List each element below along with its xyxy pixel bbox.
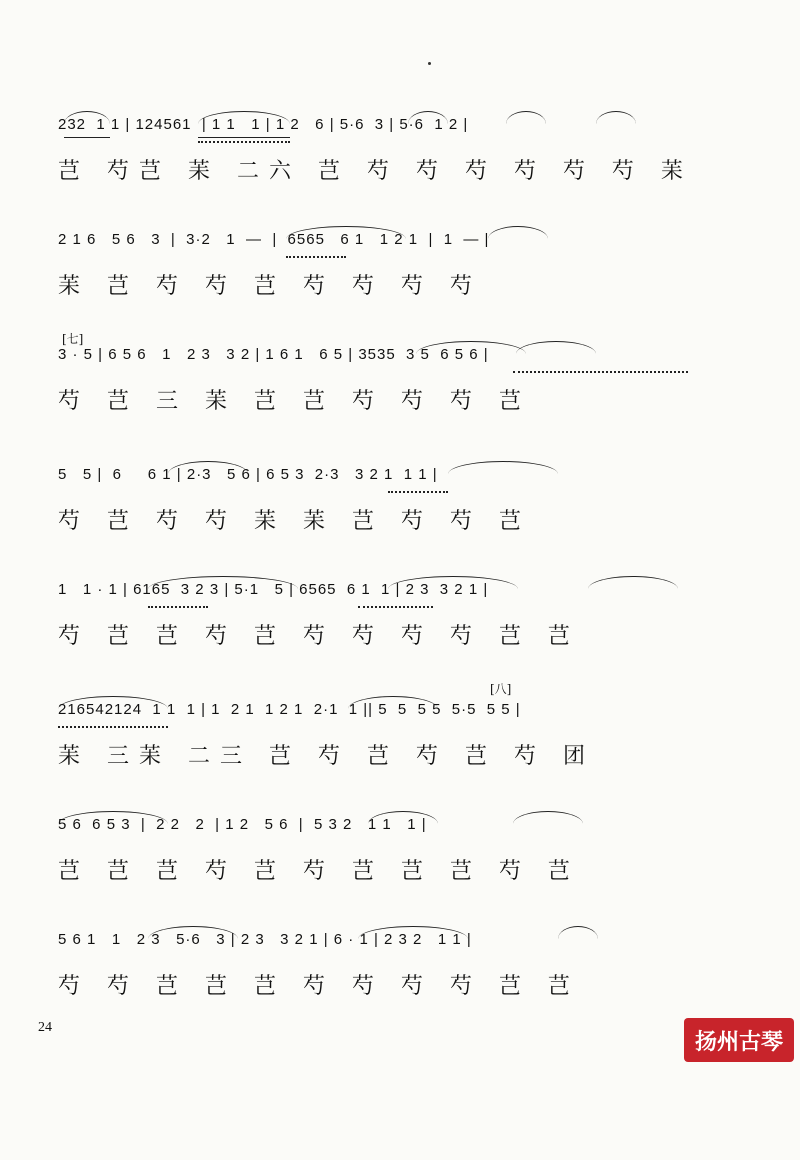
score-system-8 (58, 920, 708, 1020)
slur-mark (506, 111, 546, 124)
section-marker-eight: [八] (490, 682, 512, 696)
numbered-notation-line (58, 335, 708, 375)
slur-mark (558, 926, 598, 939)
numbered-notation-text: 2 1 6 5 6 3 | 3·2 1 — | 6565 6 1 1 2 1 | 1 — | (58, 231, 490, 248)
score-system-3 (58, 335, 708, 435)
numbered-notation-text: 232 1 1 | 124561 | 1 1 1 | 1 2 6 | 5·6 3 | 5·6 1 2 | (58, 116, 469, 133)
slur-mark (516, 341, 596, 354)
jianzipu-line: 芍 芍 芑 芑 芑 芍 芍 芍 芍 芑 芑 (58, 974, 580, 999)
slur-mark (588, 576, 678, 589)
watermark-logo: 扬州古琴 (684, 1018, 794, 1062)
slur-mark (448, 461, 558, 474)
jianzipu-line: 芍 芑 芍 芍 苿 苿 芑 芍 芍 芑 (58, 509, 531, 534)
slur-mark (513, 811, 583, 824)
numbered-notation-text: 5 5 | 6 6 1 | 2·3 5 6 | 6 5 3 2·3 3 2 1 1 1 | (58, 466, 438, 483)
numbered-notation-text: 3 · 5 | 6 5 6 1 2 3 3 2 | 1 6 1 6 5 | 3535 3 5 6 5 6 | (58, 346, 489, 363)
numbered-notation-line (58, 570, 708, 610)
numbered-notation-line (58, 105, 708, 145)
numbered-notation-line (58, 455, 708, 495)
score-system-5 (58, 570, 708, 670)
score-system-7 (58, 805, 708, 905)
ink-speck (428, 62, 431, 65)
score-system-1 (58, 105, 708, 205)
jianzipu-line: 芍 芑 三 苿 芑 芑 芍 芍 芍 芑 (58, 389, 531, 414)
numbered-notation-text: 5 6 1 1 2 3 5·6 3 | 2 3 3 2 1 | 6 · 1 | 2 3 2 1 1 | (58, 931, 472, 948)
numbered-notation-line (58, 690, 708, 730)
numbered-notation-line (58, 805, 708, 845)
numbered-notation-text: 216542124 1 1 1 | 1 2 1 1 2 1 2·1 1 || 5 5 5 5 5·5 5 5 | (58, 701, 521, 718)
score-system-6 (58, 690, 708, 790)
slur-mark (488, 226, 548, 239)
slur-mark (596, 111, 636, 124)
jianzipu-line: 芍 芑 芑 芍 芑 芍 芍 芍 芍 芑 芑 (58, 624, 580, 649)
numbered-notation-text: 1 1 · 1 | 6165 3 2 3 | 5·1 5 | 6565 6 1 1 | 2 3 3 2 1 | (58, 581, 489, 598)
jianzipu-line: 苿 芑 芍 芍 芑 芍 芍 芍 芍 (58, 274, 482, 299)
section-marker-seven: [七] (62, 332, 84, 346)
jianzipu-line: 芑 芍芑 苿 二六 芑 芍 芍 芍 芍 芍 芍 苿 (58, 159, 693, 184)
score-system-2 (58, 220, 708, 320)
score-system-4 (58, 455, 708, 555)
octave-dots (513, 371, 688, 377)
page-number: 24 (38, 1020, 52, 1035)
jianzipu-line: 苿 三苿 二三 芑 芍 芑 芍 芑 芍 团 (58, 744, 595, 769)
numbered-notation-line (58, 920, 708, 960)
numbered-notation-line (58, 220, 708, 260)
jianzipu-line: 芑 芑 芑 芍 芑 芍 芑 芑 芑 芍 芑 (58, 859, 580, 884)
numbered-notation-text: 5 6 6 5 3 | 2 2 2 | 1 2 5 6 | 5 3 2 1 1 1 | (58, 816, 427, 833)
